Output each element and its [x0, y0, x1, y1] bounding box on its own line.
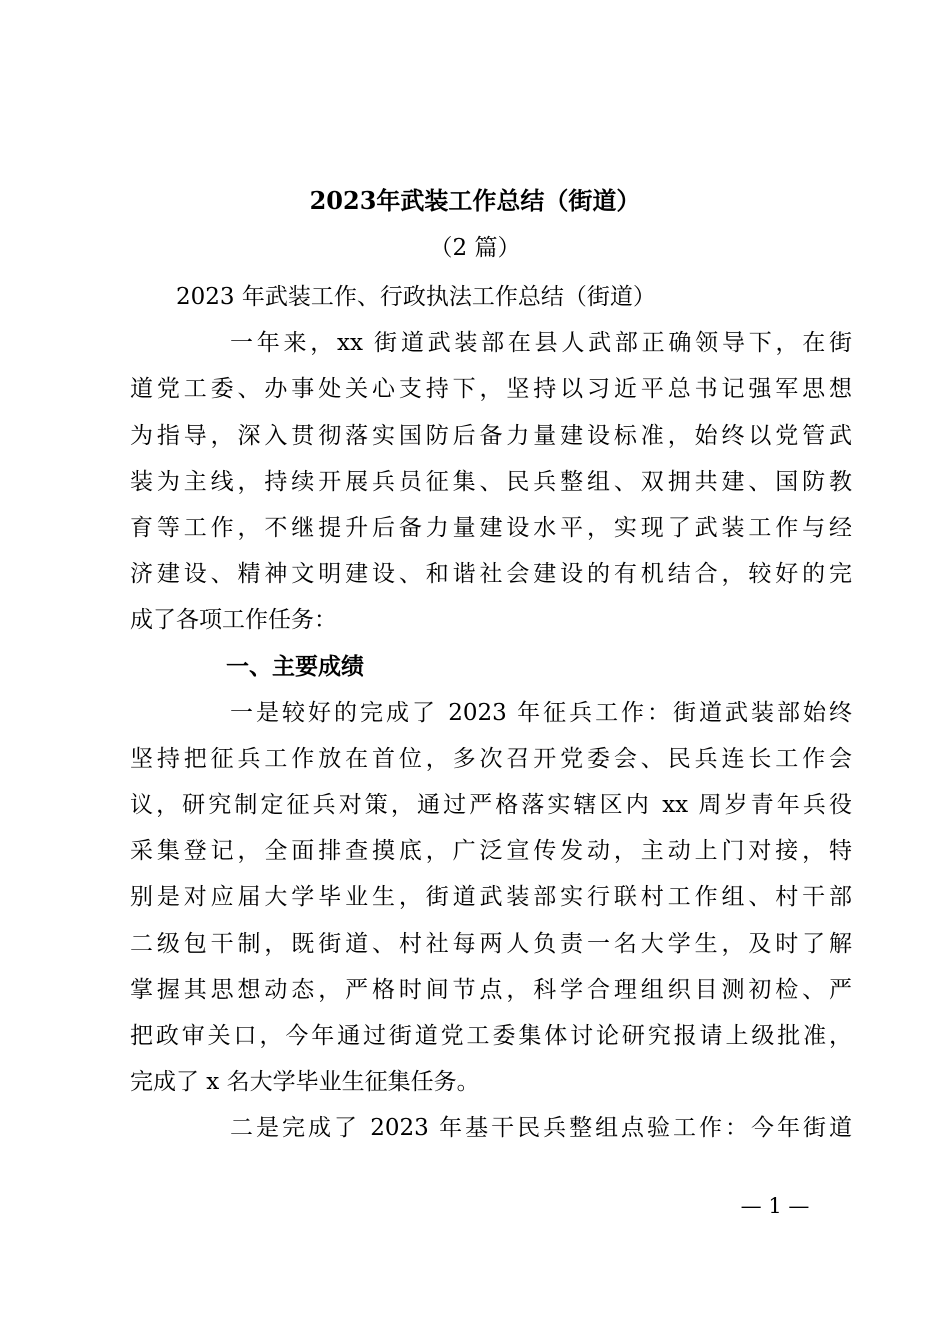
paragraph-line: 一是较好的完成了 2023 年征兵工作：街道武装部始终: [230, 699, 852, 726]
section-heading: 一、主要成绩: [226, 652, 364, 680]
paragraph-line: 育等工作，不继提升后备力量建设水平，实现了武装工作与经: [130, 514, 852, 541]
page-number: — 1 —: [740, 1194, 810, 1218]
paragraph-line: 别是对应届大学毕业生，街道武装部实行联村工作组、村干部: [130, 884, 852, 911]
paragraph-line: 二是完成了 2023 年基干民兵整组点验工作：今年街道: [230, 1115, 852, 1142]
paragraph-line: 把政审关口，今年通过街道党工委集体讨论研究报请上级批准，: [130, 1023, 852, 1049]
paragraph-line: 济建设、精神文明建设、和谐社会建设的有机结合，较好的完: [130, 561, 852, 588]
document-title: 2023年武装工作总结（街道）: [309, 186, 641, 215]
document-subtitle: （2 篇）: [429, 235, 521, 261]
paragraph-line: 议，研究制定征兵对策，通过严格落实辖区内 xx 周岁青年兵役: [130, 792, 852, 819]
sub-heading: 2023 年武装工作、行政执法工作总结（街道）: [176, 284, 656, 310]
paragraph-line: 二级包干制，既街道、村社每两人负责一名大学生，及时了解: [130, 930, 852, 957]
paragraph-line: 完成了 x 名大学毕业生征集任务。: [130, 1069, 480, 1096]
paragraph-line: 道党工委、办事处关心支持下，坚持以习近平总书记强军思想: [130, 376, 852, 403]
paragraph-line: 成了各项工作任务：: [130, 607, 337, 634]
paragraph-line: 坚持把征兵工作放在首位，多次召开党委会、民兵连长工作会: [130, 745, 852, 772]
paragraph-line: 为指导，深入贯彻落实国防后备力量建设标准，始终以党管武: [130, 422, 852, 449]
paragraph-line: 采集登记，全面排查摸底，广泛宣传发动，主动上门对接，特: [130, 838, 852, 865]
paragraph-line: 掌握其思想动态，严格时间节点，科学合理组织目测初检、严: [130, 976, 852, 1003]
paragraph-line: 一年来，xx 街道武装部在县人武部正确领导下，在街: [230, 330, 852, 357]
paragraph-line: 装为主线，持续开展兵员征集、民兵整组、双拥共建、国防教: [130, 468, 852, 495]
document-body: [130, 274, 852, 1152]
